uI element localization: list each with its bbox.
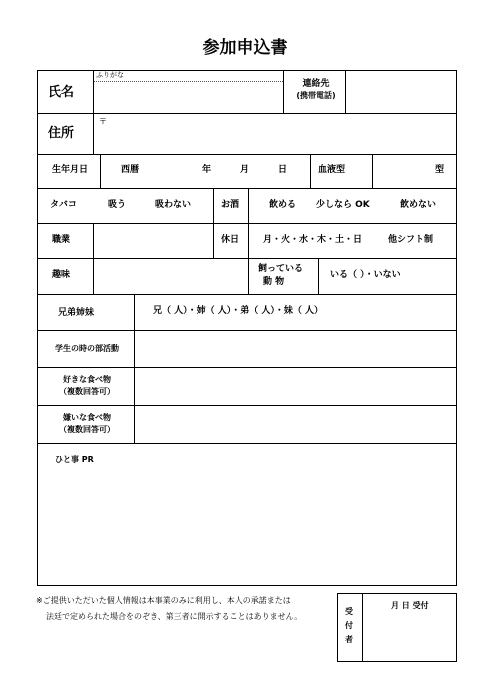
occupation-label: 職業 bbox=[52, 235, 71, 245]
favorite-food-label: 好きな食べ物 bbox=[63, 375, 111, 384]
reception-char-2: 付 bbox=[345, 621, 353, 630]
hobby-input[interactable] bbox=[95, 260, 247, 293]
hobby-label: 趣味 bbox=[52, 270, 71, 280]
holiday-shift-option[interactable]: 他シフト制 bbox=[388, 235, 434, 245]
self-pr-input[interactable] bbox=[39, 470, 455, 584]
contact-input[interactable] bbox=[347, 71, 455, 112]
disliked-food-input[interactable] bbox=[136, 407, 455, 442]
pet-label: 飼っている bbox=[258, 264, 304, 274]
tobacco-label: タバコ bbox=[50, 200, 77, 210]
privacy-notice-line2: 法廷で定められた場合をのぞき、第三者に開示することはありません。 bbox=[46, 612, 303, 621]
privacy-notice-line1: ※ご提供いただいた個人情報は本事業のみに利用し、本人の承諾または bbox=[36, 596, 291, 605]
era-label: 西暦 bbox=[121, 165, 140, 175]
alcohol-label: お酒 bbox=[221, 200, 240, 210]
occupation-input[interactable] bbox=[95, 225, 212, 257]
siblings-label: 兄弟姉妹 bbox=[58, 308, 95, 318]
blood-type-label: 血液型 bbox=[318, 165, 346, 175]
holiday-label: 休日 bbox=[221, 235, 240, 245]
name-input[interactable] bbox=[95, 83, 281, 112]
pet-label-sub: 動 物 bbox=[263, 277, 285, 287]
birthdate-label: 生年月日 bbox=[52, 165, 89, 175]
furigana-label: ふりがな bbox=[96, 71, 124, 79]
holiday-days-options[interactable]: 月・火・水・木・土・日 bbox=[263, 235, 363, 245]
reception-char-3: 者 bbox=[345, 635, 353, 644]
alcohol-option-little[interactable]: 少しなら OK bbox=[316, 200, 370, 210]
pet-options[interactable]: いる（ ）・いない bbox=[330, 270, 401, 280]
disliked-food-sublabel: （複数回答可） bbox=[59, 425, 115, 434]
page-title: 参加申込書 bbox=[202, 38, 288, 58]
reception-char-1: 受 bbox=[345, 607, 353, 616]
club-activity-input[interactable] bbox=[136, 332, 455, 366]
blood-type-unit: 型 bbox=[435, 165, 445, 175]
contact-label: 連絡先 bbox=[302, 79, 330, 89]
day-label: 日 bbox=[278, 165, 288, 175]
disliked-food-label: 嫌いな食べ物 bbox=[63, 413, 111, 422]
month-label: 月 bbox=[240, 165, 250, 175]
tobacco-option-no[interactable]: 吸わない bbox=[155, 200, 192, 210]
alcohol-option-can[interactable]: 飲める bbox=[269, 200, 297, 210]
contact-sublabel: (携帯電話) bbox=[296, 91, 336, 100]
tobacco-option-yes[interactable]: 吸う bbox=[108, 200, 127, 210]
self-pr-label: ひと事 PR bbox=[55, 455, 94, 464]
reception-person-label bbox=[344, 605, 356, 647]
alcohol-option-cannot[interactable]: 飲めない bbox=[400, 200, 437, 210]
reception-date-label: 月 日 受付 bbox=[391, 601, 429, 610]
siblings-options[interactable]: 兄（ 人）・姉（ 人）・弟（ 人）・妹（ 人） bbox=[153, 306, 324, 316]
favorite-food-sublabel: （複数回答可） bbox=[59, 387, 115, 396]
year-label: 年 bbox=[202, 165, 212, 175]
club-activity-label: 学生の時の部活動 bbox=[55, 344, 119, 353]
postal-mark: 〒 bbox=[99, 117, 107, 126]
name-label: 氏名 bbox=[48, 85, 75, 100]
address-input[interactable] bbox=[95, 115, 455, 153]
address-label: 住所 bbox=[48, 126, 75, 141]
favorite-food-input[interactable] bbox=[136, 369, 455, 404]
